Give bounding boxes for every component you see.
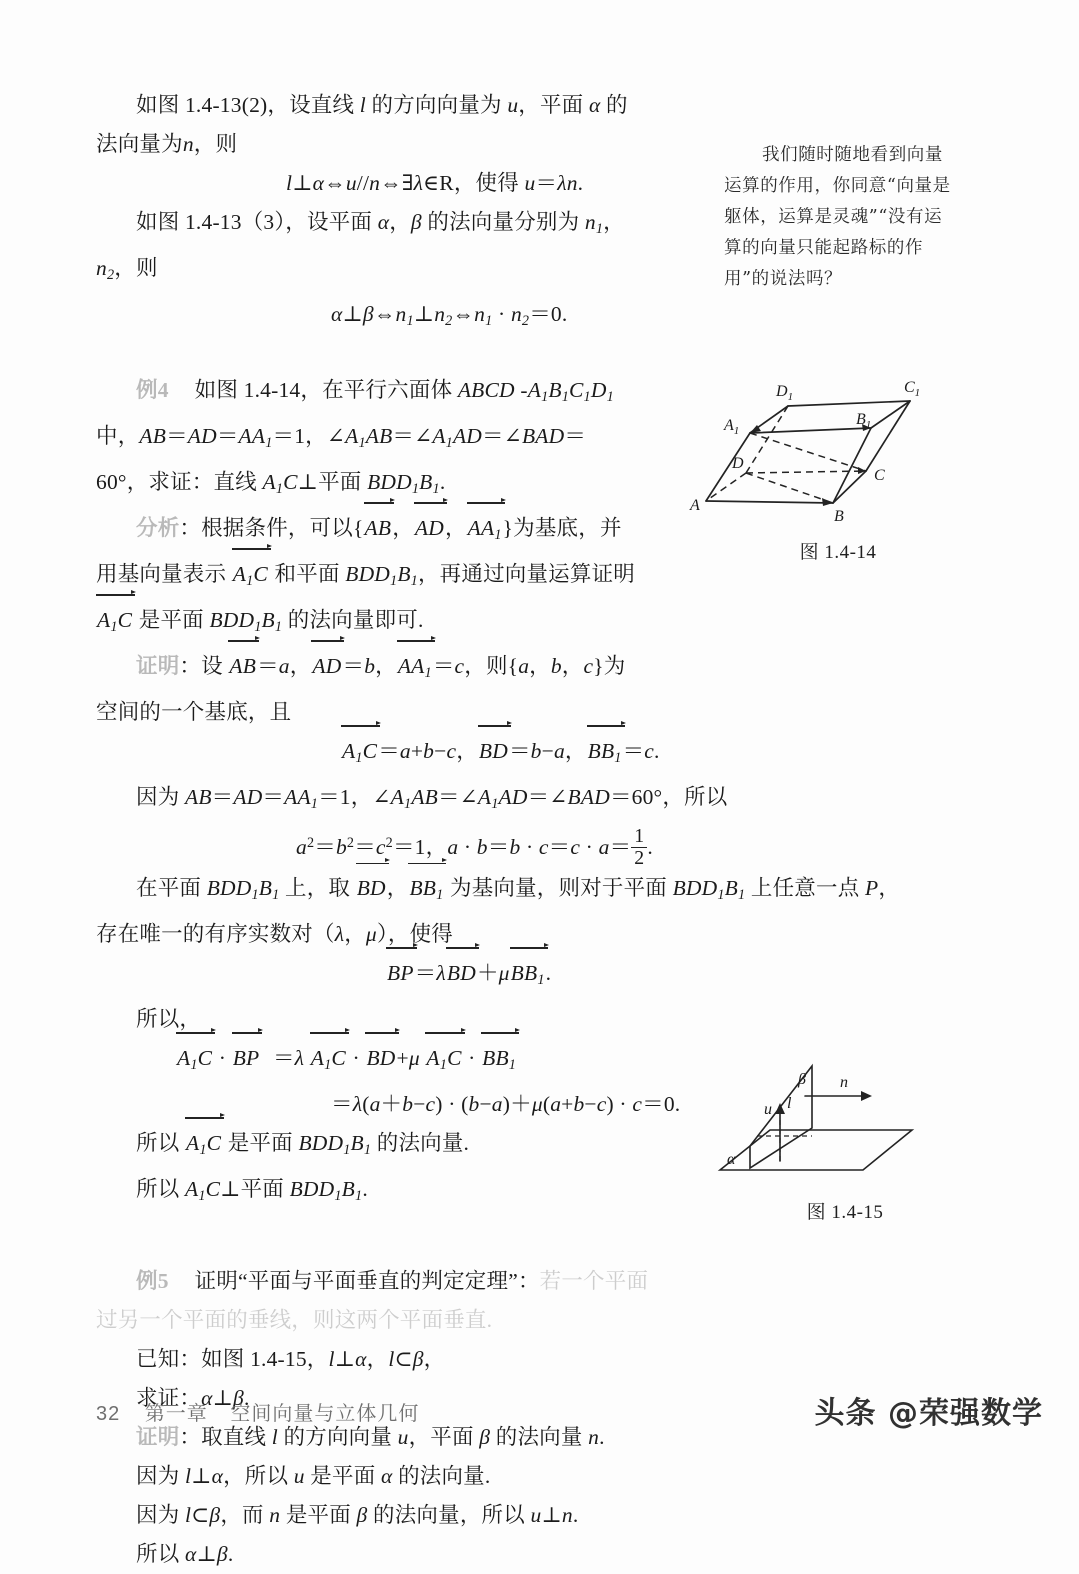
paragraph-line: 如图 1.4-13(2)，设直线 l 的方向向量为 u，平面 α 的 (136, 93, 628, 117)
chapter-title: 空间向量与立体几何 (230, 1403, 420, 1425)
proof-line: 证明：设 AB＝a，AD＝b，$AA_1=c$，则{a，b，c}为 (96, 647, 711, 693)
example-4-label: 例4 (136, 377, 169, 402)
equation-7: ＝λ(a＋b−c) · (b−a)＋μ(a+b−c) · c＝0. (331, 1091, 681, 1116)
paragraph-line: 因为 $AB=AD=AA_1=1$，$\angle A_1AB=\angle A_1AD=\angle BAD=60^\circ$，所以 (136, 784, 728, 812)
vector-u-arrowhead (775, 1103, 785, 1114)
vertex-label-A: A (690, 497, 700, 514)
vertex-label-B: B (834, 508, 844, 525)
paragraph-line: 法向量为n，则 (96, 132, 238, 156)
figure-2-caption: 图 1.4-15 (806, 1202, 884, 1223)
chapter-number: 第一章 (144, 1403, 208, 1425)
main-text-column (96, 86, 956, 1574)
vertex-label-D: D (732, 455, 744, 472)
margin-note (724, 140, 956, 295)
label-alpha: α (727, 1151, 736, 1168)
figure-1-caption: 图 1.4-14 (799, 542, 877, 563)
paragraph-line: 用基向量表示 $A_1C$ 和平面 $BDD_1B_1$，再通过向量运算证明 (96, 555, 956, 601)
proof-line-2: 证明：取直线 l 的方向向量 u，平面 β 的法向量 n. (136, 1424, 605, 1449)
equation-4: $a^2=b^2=c^2=1$，a · b＝b · c＝c · a＝ $\frac{1}{2}$ . (296, 825, 653, 869)
paragraph-line: 所以， (136, 1006, 202, 1031)
paragraph-line: 过另一个平面的垂线，则这两个平面垂直. (96, 1307, 493, 1332)
label-l: l (787, 1095, 792, 1112)
page-footer (96, 1397, 419, 1426)
given-line: 已知：如图 1.4-15，l⊥α，l⊂β， (136, 1346, 446, 1371)
vertex-label-C: C (874, 467, 885, 484)
paragraph-line: 中，$AB=AD=AA_1=1$，$\angle A_1AB=\angle A_1AD=\angle BAD=$ (96, 423, 587, 451)
paragraph-line: 因为 l⊥α，所以 u 是平面 α 的法向量. (136, 1463, 491, 1488)
figure-1-4-14 (688, 368, 988, 564)
watermark: 头条 @荣强数学 (814, 1396, 1043, 1431)
paragraph-line: 所以 $A_1C\perp$平面 $BDD_1B_1$. (136, 1176, 368, 1204)
paragraph-line: 60°，求证：直线 $A_1C\perp$平面 $BDD_1B_1$. (96, 469, 446, 497)
analysis-line: 分析：根据条件，可以{AB，AD，$AA_1$}为基底，并 (96, 509, 711, 555)
margin-note-text: 我们随时随地看到向量运算的作用，你同意“向量是躯体，运算是灵魂”“没有运算的向量只能起路标的作用”的说法吗？ (724, 145, 951, 289)
analysis-label: 分析 (136, 515, 180, 540)
paragraph-line: 所以 α⊥β. (136, 1541, 234, 1566)
vertex-label-B1: $B_1$ (856, 411, 872, 431)
paragraph-line: 空间的一个基底，且 (96, 699, 292, 724)
paragraph-line: 存在唯一的有序实数对（λ，μ），使得 (96, 921, 453, 946)
paragraph-line: 如图 1.4-13（3），设平面 α，β 的法向量分别为 $n_1$， (136, 210, 625, 237)
vector-n-arrowhead (861, 1091, 872, 1101)
paragraph-line: 因为 l⊂β，而 n 是平面 β 的法向量，所以 u⊥n. (136, 1502, 579, 1527)
figure-1-4-15 (700, 1058, 990, 1224)
equation-3: $A_1C=a+b-c$，BD＝b−a，$BB_1=c$. (96, 732, 956, 778)
equation-2: $\alpha\perp\beta\Leftrightarrow n_1\perp n_2\Leftrightarrow n_1 \cdot n_2=0$. (331, 301, 568, 329)
example-4-heading: 例4 如图 1.4-14，在平行六面体 ABCD $-A_1B_1C_1D_1$ (136, 377, 614, 405)
proof-label: 证明 (136, 653, 180, 678)
vertex-label-A1: $A_1$ (724, 417, 740, 437)
paragraph-line: 所以 $A_1C$ 是平面 $BDD_1B_1$ 的法向量. (96, 1124, 956, 1170)
equation-1: l⊥α⇔u//n⇔∃λ∈R，使得 u＝λn. (286, 171, 584, 195)
paragraph-line: $A_1C$ 是平面 $BDD_1B_1$ 的法向量即可. (96, 601, 956, 647)
paragraph-line: 在平面 $BDD_1B_1$ 上，取 BD，$BB_1$ 为基向量，则对于平面 $BDD_1B_1$ 上任意一点 P， (96, 869, 956, 915)
example-5-heading: 例5 证明“平面与平面垂直的判定定理”：若一个平面 (136, 1268, 649, 1293)
equation-6: $A_1C$ · BP ＝λ $A_1C \cdot BD+\mu$ $A_1C \cdot BB_1$ (96, 1039, 956, 1085)
planes-perpendicular-diagram (700, 1058, 990, 1188)
example-5-label: 例5 (136, 1268, 169, 1293)
prove-line: 求证：α⊥β. (136, 1385, 250, 1410)
label-n: n (840, 1074, 848, 1091)
equation-5: BP＝λBD＋μBB$_1$. (96, 954, 956, 1000)
label-u: u (764, 1101, 772, 1118)
page-number: 32 (96, 1403, 121, 1425)
label-beta: β (798, 1071, 806, 1088)
vertex-label-D1: $D_1$ (776, 383, 794, 403)
vertex-label-C1: $C_1$ (904, 379, 921, 399)
paragraph-line: $n_2$，则 (96, 255, 158, 283)
proof-label-2: 证明 (136, 1424, 180, 1449)
parallelepiped-diagram (688, 368, 988, 528)
